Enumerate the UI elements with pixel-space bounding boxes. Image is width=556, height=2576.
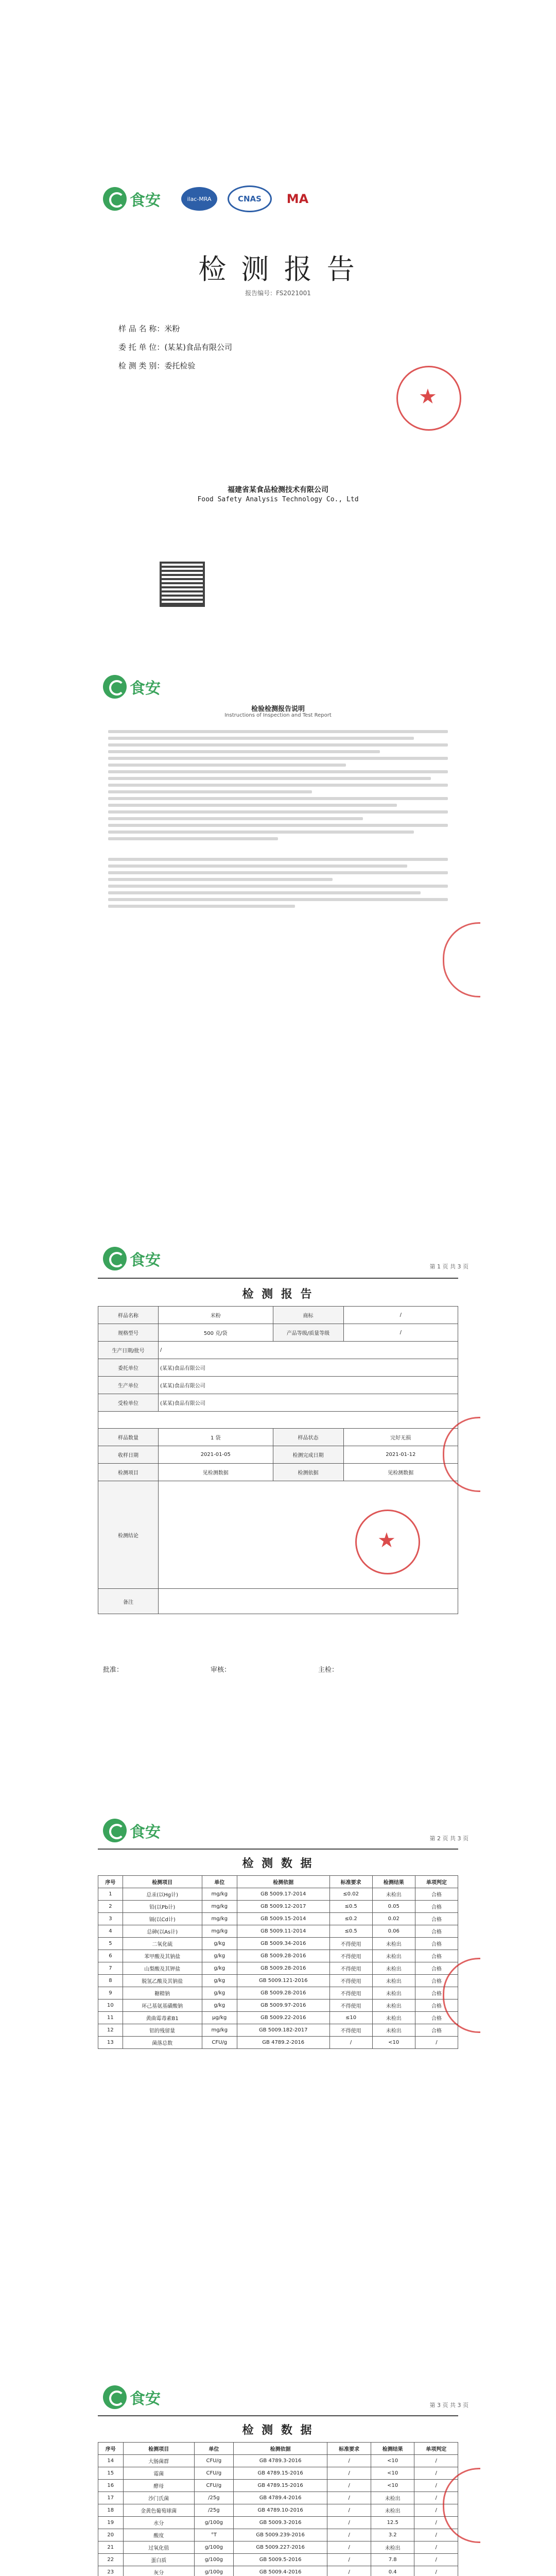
table-cell: 收样日期	[98, 1446, 159, 1464]
remark-cell	[159, 1589, 458, 1614]
table-cell: 0.05	[372, 1901, 415, 1913]
table-cell: 大肠菌群	[123, 2455, 194, 2467]
table-cell: 酵母	[123, 2480, 194, 2492]
table-cell: 不得使用	[329, 1999, 372, 2012]
report-title: 检 测 报 告	[242, 1288, 314, 1301]
table-cell: °T	[195, 2529, 234, 2541]
cma-logo: MA	[286, 192, 309, 206]
table-cell: GB 5009.97-2016	[237, 1999, 329, 2012]
table-row	[98, 1999, 458, 2012]
table-cell: g/100g	[195, 2517, 234, 2529]
table-cell: GB 5009.12-2017	[237, 1901, 329, 1913]
table-cell: 8	[98, 1975, 123, 1987]
table-cell: g/100g	[195, 2541, 234, 2554]
table-cell: <10	[371, 2467, 414, 2480]
table-cell: 未检出	[372, 2024, 415, 2037]
table-cell: 未检出	[372, 1888, 415, 1901]
cnas-logo: CNAS	[228, 185, 272, 212]
table-row	[98, 2455, 458, 2467]
table-cell: 7.8	[371, 2554, 414, 2566]
table-cell: 0.4	[371, 2566, 414, 2576]
table-cell: mg/kg	[202, 1901, 237, 1913]
leaf-icon	[103, 187, 127, 211]
company-logo: 食安	[103, 1819, 161, 1842]
column-header: 单位	[202, 1876, 237, 1888]
cover-page	[88, 77, 468, 634]
table-cell: 合格	[415, 1938, 458, 1950]
table-cell: 检测项目	[98, 1464, 159, 1481]
table-cell: 沙门氏菌	[123, 2492, 194, 2504]
leaf-icon	[103, 1247, 127, 1270]
table-cell: 水分	[123, 2517, 194, 2529]
table-cell: 未检出	[371, 2492, 414, 2504]
table-cell: 商标	[273, 1307, 343, 1324]
table-cell: ≤0.5	[329, 1925, 372, 1938]
table-cell: g/100g	[195, 2554, 234, 2566]
table-cell: 样品数量	[98, 1429, 159, 1446]
table-cell: 2021-01-05	[159, 1446, 273, 1464]
table-cell: 霉菌	[123, 2467, 194, 2480]
table-cell: /	[327, 2529, 371, 2541]
table-cell: 3	[98, 1913, 123, 1925]
table-cell: 合格	[415, 1987, 458, 1999]
table-cell: 合格	[415, 1913, 458, 1925]
table-cell: /	[414, 2554, 458, 2566]
table-cell: g/kg	[202, 1950, 237, 1962]
table-cell: /	[327, 2467, 371, 2480]
table-cell: 不得使用	[329, 1975, 372, 1987]
table-row	[98, 1394, 458, 1412]
table-cell: 3.2	[371, 2529, 414, 2541]
company-logo: 食安	[103, 675, 161, 699]
table-cell: mg/kg	[202, 2024, 237, 2037]
table-cell: GB 4789.4-2016	[233, 2492, 327, 2504]
table-cell: GB 5009.239-2016	[233, 2529, 327, 2541]
table-cell: /	[327, 2566, 371, 2576]
table-cell: GB 5009.15-2014	[237, 1913, 329, 1925]
table-cell: GB 5009.17-2014	[237, 1888, 329, 1901]
table-cell: 0.06	[372, 1925, 415, 1938]
table-row	[98, 1324, 458, 1342]
table-cell: /	[329, 2037, 372, 2049]
spacer-cell	[98, 1412, 458, 1429]
table-cell: 灰分	[123, 2566, 194, 2576]
table-cell: mg/kg	[202, 1913, 237, 1925]
table-cell: /	[343, 1324, 458, 1342]
table-cell: 12	[98, 2024, 123, 2037]
table-cell: 4	[98, 1925, 123, 1938]
client-row: 委 托 单 位：(某某)食品有限公司	[118, 343, 233, 352]
table-cell: GB 4789.2-2016	[237, 2037, 329, 2049]
table-cell: 规格型号	[98, 1324, 159, 1342]
table-cell: 23	[98, 2566, 124, 2576]
table-cell: 合格	[415, 1950, 458, 1962]
table-row	[98, 1429, 458, 1446]
leaf-icon	[103, 675, 127, 699]
column-header: 检测项目	[123, 2443, 194, 2455]
table-cell: g/kg	[202, 1987, 237, 1999]
table-cell: 13	[98, 2037, 123, 2049]
table-cell: <10	[371, 2455, 414, 2467]
table-row	[98, 1962, 458, 1975]
table-cell: 1	[98, 1888, 123, 1901]
table-cell: 样品状态	[273, 1429, 343, 1446]
column-header: 检测项目	[123, 1876, 202, 1888]
test-data-page-2	[88, 2354, 468, 2576]
table-cell: (某某)食品有限公司	[159, 1377, 458, 1394]
table-cell: <10	[371, 2480, 414, 2492]
table-cell: 糖精钠	[123, 1987, 202, 1999]
table-cell: GB 5009.4-2016	[233, 2566, 327, 2576]
table-cell: 合格	[415, 1962, 458, 1975]
table-cell: 7	[98, 1962, 123, 1975]
column-header: 序号	[98, 1876, 123, 1888]
table-cell: ≤0.2	[329, 1913, 372, 1925]
table-cell: 2021-01-12	[343, 1446, 458, 1464]
table-cell: 样品名称	[98, 1307, 159, 1324]
table-cell: 合格	[415, 1888, 458, 1901]
table-cell: 合格	[415, 2024, 458, 2037]
table-cell: 未检出	[371, 2541, 414, 2554]
table-cell: 合格	[415, 1901, 458, 1913]
table-row	[98, 1987, 458, 1999]
table-cell: 检测依据	[273, 1464, 343, 1481]
sample-name-row: 样 品 名 称：米粉	[118, 324, 180, 333]
table-row	[98, 2012, 458, 2024]
data-title: 检 测 数 据	[242, 2424, 314, 2437]
table-cell: mg/kg	[202, 1925, 237, 1938]
official-seal	[396, 366, 461, 431]
notice-subtitle: Instructions of Inspection and Test Report	[224, 713, 332, 718]
column-header: 序号	[98, 2443, 124, 2455]
table-row	[98, 2504, 458, 2517]
table-cell: 未检出	[372, 1999, 415, 2012]
table-cell: 22	[98, 2554, 124, 2566]
table-row	[98, 1359, 458, 1377]
table-cell: 未检出	[372, 1975, 415, 1987]
table-cell: g/kg	[202, 1962, 237, 1975]
table-cell: CFU/g	[195, 2467, 234, 2480]
table-cell: 镉(以Cd计)	[123, 1913, 202, 1925]
table-cell: <10	[372, 2037, 415, 2049]
table-cell: g/kg	[202, 1938, 237, 1950]
table-cell: 生产日期/批号	[98, 1342, 159, 1359]
table-cell: 总砷(以As计)	[123, 1925, 202, 1938]
table-row	[98, 2024, 458, 2037]
table-row	[98, 1913, 458, 1925]
column-header: 标准要求	[329, 1876, 372, 1888]
table-cell: 环己基氨基磺酸钠	[123, 1999, 202, 2012]
test-data-table-1	[98, 1875, 458, 2049]
table-row	[98, 1307, 458, 1324]
page-number: 第 3 页 共 3 页	[429, 2402, 468, 2409]
column-header: 单项判定	[414, 2443, 458, 2455]
data-title: 检 测 数 据	[242, 1857, 314, 1870]
table-cell: 17	[98, 2492, 124, 2504]
table-cell: 21	[98, 2541, 124, 2554]
table-cell: GB 5009.28-2016	[237, 1987, 329, 1999]
table-cell: /	[159, 1342, 458, 1359]
table-cell: /	[415, 2037, 458, 2049]
table-cell: mg/kg	[202, 1888, 237, 1901]
table-cell: 见检测数据	[343, 1464, 458, 1481]
table-cell: μg/kg	[202, 2012, 237, 2024]
table-cell: 未检出	[372, 1987, 415, 1999]
table-cell: 5	[98, 1938, 123, 1950]
table-cell: GB 5009.11-2014	[237, 1925, 329, 1938]
table-cell: 黄曲霉毒素B1	[123, 2012, 202, 2024]
seal-partial	[443, 922, 480, 997]
table-cell: GB 5009.121-2016	[237, 1975, 329, 1987]
table-row	[98, 1901, 458, 1913]
company-logo: 食安	[103, 1247, 161, 1270]
test-data-page-1	[88, 1788, 468, 2329]
table-cell: GB 4789.3-2016	[233, 2455, 327, 2467]
ilac-mra-logo: ilac-MRA	[181, 187, 217, 211]
table-cell: GB 5009.5-2016	[233, 2554, 327, 2566]
table-row	[98, 2541, 458, 2554]
qr-code	[160, 562, 205, 607]
test-type-row: 检 测 类 别：委托检验	[118, 361, 196, 370]
org-name-cn: 福建省某食品检测技术有限公司	[228, 486, 328, 494]
table-cell: 二氧化硫	[123, 1938, 202, 1950]
table-cell: /	[414, 2504, 458, 2517]
table-cell: /	[327, 2554, 371, 2566]
table-cell: 合格	[415, 2012, 458, 2024]
table-cell: 检测结论	[98, 1481, 159, 1589]
table-cell: 未检出	[371, 2504, 414, 2517]
table-cell: 备注	[98, 1589, 159, 1614]
table-cell: 未检出	[372, 1950, 415, 1962]
table-row	[98, 1975, 458, 1987]
table-cell: 未检出	[372, 1938, 415, 1950]
table-cell: g/kg	[202, 1999, 237, 2012]
table-cell: 金黄色葡萄球菌	[123, 2504, 194, 2517]
table-cell: 18	[98, 2504, 124, 2517]
table-row	[98, 2467, 458, 2480]
table-cell: /	[327, 2504, 371, 2517]
table-row	[98, 1888, 458, 1901]
table-cell: (某某)食品有限公司	[159, 1359, 458, 1377]
table-cell: 10	[98, 1999, 123, 2012]
table-row	[98, 1342, 458, 1359]
table-row	[98, 2517, 458, 2529]
table-row	[98, 1377, 458, 1394]
table-cell: /	[327, 2517, 371, 2529]
table-cell: GB 5009.28-2016	[237, 1962, 329, 1975]
table-cell: g/kg	[202, 1975, 237, 1987]
table-cell: 酸度	[123, 2529, 194, 2541]
table-cell: ≤0.02	[329, 1888, 372, 1901]
column-header: 标准要求	[327, 2443, 371, 2455]
table-cell: /	[414, 2492, 458, 2504]
table-cell: 6	[98, 1950, 123, 1962]
table-cell: GB 5009.182-2017	[237, 2024, 329, 2037]
report-summary-page	[88, 1221, 468, 1762]
table-cell: 铅(以Pb计)	[123, 1901, 202, 1913]
table-cell: /	[414, 2529, 458, 2541]
table-cell: 委托单位	[98, 1359, 159, 1377]
table-cell: 检测完成日期	[273, 1446, 343, 1464]
table-cell: 菌落总数	[123, 2037, 202, 2049]
table-cell: 生产单位	[98, 1377, 159, 1394]
table-row	[98, 2554, 458, 2566]
table-row	[98, 2492, 458, 2504]
table-cell: /	[327, 2480, 371, 2492]
table-cell: 产品等级/质量等级	[273, 1324, 343, 1342]
company-logo: 食安	[103, 2385, 161, 2409]
table-cell: /25g	[195, 2492, 234, 2504]
table-row	[98, 2566, 458, 2576]
table-cell: ≤10	[329, 2012, 372, 2024]
table-cell: 未检出	[372, 2012, 415, 2024]
table-cell: 20	[98, 2529, 124, 2541]
column-header: 检测结果	[372, 1876, 415, 1888]
table-row	[98, 1938, 458, 1950]
table-cell: 16	[98, 2480, 124, 2492]
table-cell: 12.5	[371, 2517, 414, 2529]
column-header: 检测依据	[237, 1876, 329, 1888]
table-cell: /25g	[195, 2504, 234, 2517]
table-cell: GB 4789.10-2016	[233, 2504, 327, 2517]
table-row	[98, 2037, 458, 2049]
table-cell: 苯甲酸及其钠盐	[123, 1950, 202, 1962]
table-cell: /	[343, 1307, 458, 1324]
table-cell: 0.02	[372, 1913, 415, 1925]
table-cell: 总汞(以Hg计)	[123, 1888, 202, 1901]
report-title: 检 测 报 告	[198, 253, 358, 285]
table-row	[98, 1446, 458, 1464]
table-cell: 合格	[415, 1975, 458, 1987]
table-cell: 不得使用	[329, 1938, 372, 1950]
table-row	[98, 1464, 458, 1481]
column-header: 单项判定	[415, 1876, 458, 1888]
table-cell: GB 5009.3-2016	[233, 2517, 327, 2529]
table-cell: /	[327, 2541, 371, 2554]
table-cell: 不得使用	[329, 1950, 372, 1962]
table-cell: /	[414, 2517, 458, 2529]
table-cell: /	[414, 2541, 458, 2554]
table-cell: 14	[98, 2455, 124, 2467]
table-cell: /	[414, 2467, 458, 2480]
table-cell: 山梨酸及其钾盐	[123, 1962, 202, 1975]
page-number: 第 1 页 共 3 页	[429, 1263, 468, 1270]
table-cell: 不得使用	[329, 1987, 372, 1999]
table-cell: 500 克/袋	[159, 1324, 273, 1342]
table-cell: 见检测数据	[159, 1464, 273, 1481]
notice-page	[88, 644, 468, 1190]
table-cell: CFU/g	[195, 2480, 234, 2492]
table-cell: 脱氢乙酸及其钠盐	[123, 1975, 202, 1987]
official-seal	[355, 1510, 420, 1574]
table-cell: ≤0.5	[329, 1901, 372, 1913]
table-cell: 不得使用	[329, 2024, 372, 2037]
table-cell: 19	[98, 2517, 124, 2529]
column-header: 单位	[195, 2443, 234, 2455]
table-cell: 完好无损	[343, 1429, 458, 1446]
table-row	[98, 2480, 458, 2492]
table-row	[98, 1950, 458, 1962]
table-cell: GB 4789.15-2016	[233, 2480, 327, 2492]
org-name-en: Food Safety Analysis Technology Co., Ltd	[197, 496, 359, 503]
table-cell: 未检出	[372, 1962, 415, 1975]
column-header: 检测依据	[233, 2443, 327, 2455]
table-cell: 11	[98, 2012, 123, 2024]
table-cell: /	[327, 2492, 371, 2504]
table-cell: g/100g	[195, 2566, 234, 2576]
test-data-table-2	[98, 2442, 458, 2576]
table-cell: 合格	[415, 1999, 458, 2012]
table-cell: 过氧化值	[123, 2541, 194, 2554]
table-cell: GB 5009.22-2016	[237, 2012, 329, 2024]
table-cell: CFU/g	[195, 2455, 234, 2467]
leaf-icon	[103, 1819, 127, 1842]
table-cell: 米粉	[159, 1307, 273, 1324]
table-cell: 蛋白质	[123, 2554, 194, 2566]
table-cell: 9	[98, 1987, 123, 1999]
table-row	[98, 1925, 458, 1938]
table-cell: (某某)食品有限公司	[159, 1394, 458, 1412]
table-row	[98, 2529, 458, 2541]
report-number: 报告编号：FS2021001	[245, 290, 311, 297]
table-cell: 合格	[415, 1925, 458, 1938]
table-cell: 不得使用	[329, 1962, 372, 1975]
company-logo: 食安	[103, 187, 161, 211]
table-cell: GB 5009.28-2016	[237, 1950, 329, 1962]
table-cell: /	[414, 2566, 458, 2576]
page-number: 第 2 页 共 3 页	[429, 1835, 468, 1842]
signature-row: 批准： 审核： 主检：	[103, 1666, 339, 1674]
table-cell: 受检单位	[98, 1394, 159, 1412]
column-header: 检测结果	[371, 2443, 414, 2455]
table-cell: 1 袋	[159, 1429, 273, 1446]
table-cell: GB 5009.227-2016	[233, 2541, 327, 2554]
table-cell: GB 4789.15-2016	[233, 2467, 327, 2480]
table-cell: 15	[98, 2467, 124, 2480]
notice-body	[108, 726, 448, 911]
table-cell: /	[414, 2455, 458, 2467]
table-cell: /	[414, 2480, 458, 2492]
leaf-icon	[103, 2385, 127, 2409]
table-cell: 铝的残留量	[123, 2024, 202, 2037]
table-cell: GB 5009.34-2016	[237, 1938, 329, 1950]
notice-title: 检验检测报告说明	[251, 705, 305, 713]
table-cell: /	[327, 2455, 371, 2467]
table-cell: 2	[98, 1901, 123, 1913]
table-cell: CFU/g	[202, 2037, 237, 2049]
